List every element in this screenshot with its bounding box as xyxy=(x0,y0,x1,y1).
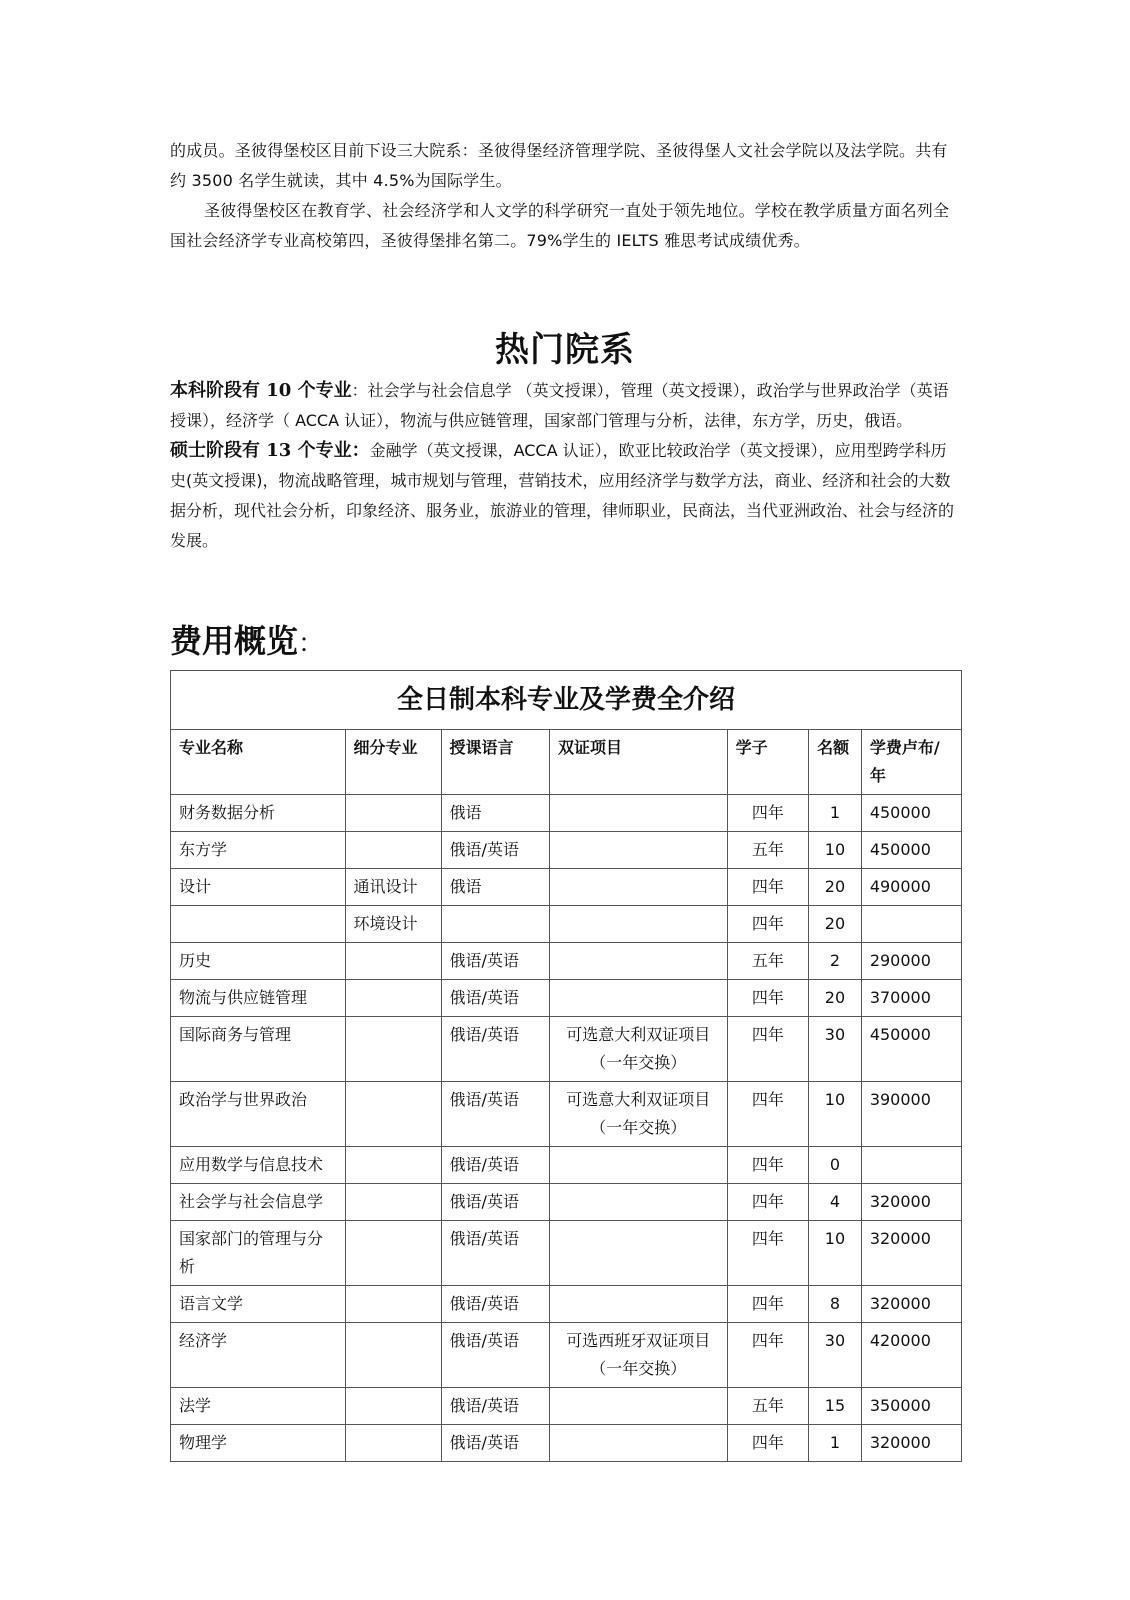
cell-lang: 俄语 xyxy=(441,869,549,906)
header-lang: 授课语言 xyxy=(441,730,549,795)
cell-dual xyxy=(549,869,727,906)
cell-fee: 290000 xyxy=(861,943,961,980)
cell-dual xyxy=(549,1388,727,1425)
cell-name: 国际商务与管理 xyxy=(171,1017,346,1082)
header-dual: 双证项目 xyxy=(549,730,727,795)
master-text: 金融学（英文授课，ACCA 认证），欧亚比较政治学（英文授课），应用型跨学科历史(英文授课)，物流战略管理，城市规划与管理，营销技术，应用经济学与数学方法，商业、经济和社会的大数据分析，现代社会分析，印象经济、服务业，旅游业的管理，律师职业，民商法，当代亚洲政治、社会与经济的发展。 xyxy=(170,441,955,550)
cell-quota: 10 xyxy=(809,1082,862,1147)
cell-dual xyxy=(549,943,727,980)
cell-years: 四年 xyxy=(727,1082,809,1147)
cell-name: 东方学 xyxy=(171,832,346,869)
table-row xyxy=(171,906,962,943)
cell-years: 四年 xyxy=(727,1184,809,1221)
intro-paragraph-1: 的成员。圣彼得堡校区目前下设三大院系：圣彼得堡经济管理学院、圣彼得堡人文社会学院以及法学院。共有约 3500 名学生就读，其中 4.5%为国际学生。 xyxy=(170,141,948,190)
table-row xyxy=(171,1221,962,1286)
cell-sub: 环境设计 xyxy=(345,906,441,943)
intro-paragraph-2: 圣彼得堡校区在教育学、社会经济学和人文学的科学研究一直处于领先地位。学校在教学质量方面名列全国社会经济学专业高校第四，圣彼得堡排名第二。79%学生的 IELTS 雅思考试成绩优秀。 xyxy=(170,201,950,250)
cell-sub xyxy=(345,1221,441,1286)
cell-fee: 420000 xyxy=(861,1323,961,1388)
cell-name: 社会学与社会信息学 xyxy=(171,1184,346,1221)
cell-quota: 10 xyxy=(809,1221,862,1286)
cell-quota: 30 xyxy=(809,1323,862,1388)
cell-dual xyxy=(549,1147,727,1184)
cell-sub: 通讯设计 xyxy=(345,869,441,906)
cell-fee: 320000 xyxy=(861,1425,961,1462)
cell-years: 四年 xyxy=(727,869,809,906)
cell-quota: 8 xyxy=(809,1286,862,1323)
cell-name: 财务数据分析 xyxy=(171,795,346,832)
cell-fee xyxy=(861,1147,961,1184)
cell-sub xyxy=(345,1082,441,1147)
cell-dual xyxy=(549,832,727,869)
cell-dual: 可选意大利双证项目（一年交换） xyxy=(549,1082,727,1147)
cell-sub xyxy=(345,795,441,832)
cell-sub xyxy=(345,832,441,869)
fees-table-title: 全日制本科专业及学费全介绍 xyxy=(170,670,962,729)
cell-sub xyxy=(345,1425,441,1462)
table-row xyxy=(171,1147,962,1184)
cell-sub xyxy=(345,980,441,1017)
cell-fee: 370000 xyxy=(861,980,961,1017)
cell-lang: 俄语/英语 xyxy=(441,832,549,869)
cell-lang: 俄语 xyxy=(441,795,549,832)
cell-lang: 俄语/英语 xyxy=(441,1082,549,1147)
cell-years: 五年 xyxy=(727,1388,809,1425)
cell-name: 国家部门的管理与分析 xyxy=(171,1221,346,1286)
cell-years: 四年 xyxy=(727,1323,809,1388)
table-row xyxy=(171,1286,962,1323)
cell-fee: 450000 xyxy=(861,1017,961,1082)
cell-name: 物理学 xyxy=(171,1425,346,1462)
cell-lang: 俄语/英语 xyxy=(441,1286,549,1323)
table-header-row xyxy=(171,730,962,795)
cell-quota: 20 xyxy=(809,869,862,906)
cell-name: 经济学 xyxy=(171,1323,346,1388)
cell-sub xyxy=(345,1388,441,1425)
header-sub: 细分专业 xyxy=(345,730,441,795)
cell-lang: 俄语/英语 xyxy=(441,1147,549,1184)
undergrad-programs xyxy=(170,376,960,436)
table-row xyxy=(171,1082,962,1147)
cell-quota: 1 xyxy=(809,1425,862,1462)
cell-lang: 俄语/英语 xyxy=(441,943,549,980)
cell-quota: 0 xyxy=(809,1147,862,1184)
cell-name: 应用数学与信息技术 xyxy=(171,1147,346,1184)
table-row xyxy=(171,943,962,980)
header-name: 专业名称 xyxy=(171,730,346,795)
fees-heading-colon: ： xyxy=(298,629,325,659)
undergrad-lead: 本科阶段有 10 个专业 xyxy=(170,380,352,401)
cell-fee: 390000 xyxy=(861,1082,961,1147)
cell-lang xyxy=(441,906,549,943)
cell-quota: 30 xyxy=(809,1017,862,1082)
cell-name: 设计 xyxy=(171,869,346,906)
cell-sub xyxy=(345,1184,441,1221)
header-fee: 学费卢布/年 xyxy=(861,730,961,795)
table-row xyxy=(171,1425,962,1462)
cell-dual: 可选意大利双证项目（一年交换） xyxy=(549,1017,727,1082)
table-row xyxy=(171,1184,962,1221)
cell-years: 四年 xyxy=(727,1147,809,1184)
programs-section xyxy=(170,376,960,556)
cell-quota: 15 xyxy=(809,1388,862,1425)
cell-sub xyxy=(345,1323,441,1388)
cell-quota: 1 xyxy=(809,795,862,832)
cell-lang: 俄语/英语 xyxy=(441,1017,549,1082)
cell-dual xyxy=(549,906,727,943)
table-row xyxy=(171,795,962,832)
cell-years: 四年 xyxy=(727,1221,809,1286)
cell-years: 四年 xyxy=(727,795,809,832)
cell-dual xyxy=(549,980,727,1017)
cell-lang: 俄语/英语 xyxy=(441,1184,549,1221)
cell-quota: 20 xyxy=(809,906,862,943)
table-row xyxy=(171,980,962,1017)
cell-years: 五年 xyxy=(727,832,809,869)
undergrad-text: ：社会学与社会信息学 （英文授课），管理（英文授课），政治学与世界政治学（英语授课），经济学（ ACCA 认证），物流与供应链管理，国家部门管理与分析，法律，东方学，历史，俄语。 xyxy=(170,381,949,430)
header-quota: 名额 xyxy=(809,730,862,795)
cell-lang: 俄语/英语 xyxy=(441,1388,549,1425)
cell-years: 四年 xyxy=(727,1286,809,1323)
cell-dual xyxy=(549,1286,727,1323)
cell-name xyxy=(171,906,346,943)
cell-lang: 俄语/英语 xyxy=(441,1425,549,1462)
cell-dual: 可选西班牙双证项目（一年交换） xyxy=(549,1323,727,1388)
cell-fee: 320000 xyxy=(861,1286,961,1323)
departments-title: 热门院系 xyxy=(495,330,635,370)
cell-fee xyxy=(861,906,961,943)
cell-lang: 俄语/英语 xyxy=(441,980,549,1017)
cell-name: 法学 xyxy=(171,1388,346,1425)
table-row xyxy=(171,832,962,869)
cell-quota: 4 xyxy=(809,1184,862,1221)
cell-years: 五年 xyxy=(727,943,809,980)
fees-table-body xyxy=(171,795,962,1462)
table-row xyxy=(171,1323,962,1388)
cell-quota: 10 xyxy=(809,832,862,869)
cell-fee: 320000 xyxy=(861,1221,961,1286)
table-row xyxy=(171,1388,962,1425)
master-lead: 硕士阶段有 13 个专业： xyxy=(170,440,370,461)
cell-lang: 俄语/英语 xyxy=(441,1221,549,1286)
cell-dual xyxy=(549,795,727,832)
cell-fee: 320000 xyxy=(861,1184,961,1221)
cell-years: 四年 xyxy=(727,980,809,1017)
cell-name: 政治学与世界政治 xyxy=(171,1082,346,1147)
cell-fee: 490000 xyxy=(861,869,961,906)
cell-years: 四年 xyxy=(727,1017,809,1082)
cell-lang: 俄语/英语 xyxy=(441,1323,549,1388)
cell-sub xyxy=(345,943,441,980)
cell-quota: 20 xyxy=(809,980,862,1017)
cell-sub xyxy=(345,1017,441,1082)
cell-name: 物流与供应链管理 xyxy=(171,980,346,1017)
fees-heading xyxy=(170,616,324,662)
fees-heading-text: 费用概览 xyxy=(170,622,299,660)
master-programs xyxy=(170,436,960,556)
cell-quota: 2 xyxy=(809,943,862,980)
fees-table xyxy=(170,670,962,1462)
table-row xyxy=(171,1017,962,1082)
cell-name: 历史 xyxy=(171,943,346,980)
cell-fee: 450000 xyxy=(861,832,961,869)
cell-sub xyxy=(345,1147,441,1184)
cell-dual xyxy=(549,1221,727,1286)
header-years: 学子 xyxy=(727,730,809,795)
cell-dual xyxy=(549,1425,727,1462)
cell-sub xyxy=(345,1286,441,1323)
cell-fee: 450000 xyxy=(861,795,961,832)
cell-dual xyxy=(549,1184,727,1221)
cell-name: 语言文学 xyxy=(171,1286,346,1323)
cell-fee: 350000 xyxy=(861,1388,961,1425)
table-row xyxy=(171,869,962,906)
cell-years: 四年 xyxy=(727,1425,809,1462)
cell-years: 四年 xyxy=(727,906,809,943)
